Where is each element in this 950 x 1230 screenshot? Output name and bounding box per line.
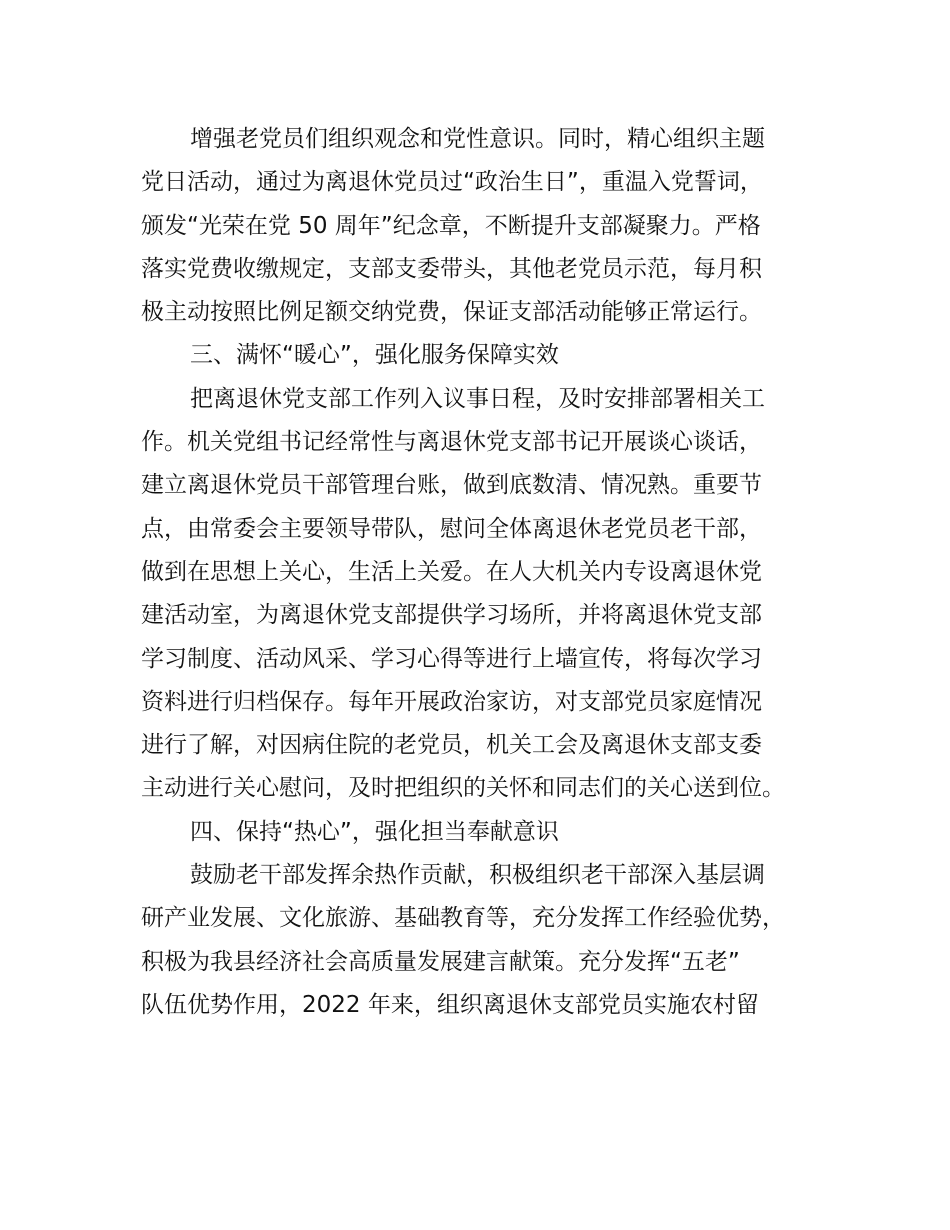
paragraph-line: 主动进行关心慰问，及时把组织的关怀和同志们的关心送到位。 bbox=[141, 775, 785, 802]
document-body bbox=[141, 118, 837, 1027]
paragraph-line: 极主动按照比例足额交纳党费，保证支部活动能够正常运行。 bbox=[141, 299, 762, 326]
paragraph-line: 积极为我县经济社会高质量发展建言献策。充分发挥“五老” bbox=[141, 948, 740, 975]
paragraph-line: 研产业发展、文化旅游、基础教育等，充分发挥工作经验优势， bbox=[141, 905, 785, 932]
paragraph-line: 进行了解，对因病住院的老党员，机关工会及离退休支部支委 bbox=[141, 732, 762, 759]
paragraph-line: 颁发“光荣在党 50 周年”纪念章，不断提升支部凝聚力。严格 bbox=[141, 212, 761, 239]
paragraph-line: 资料进行归档保存。每年开展政治家访，对支部党员家庭情况 bbox=[141, 688, 762, 715]
paragraph-line: 增强老党员们组织观念和党性意识。同时，精心组织主题 bbox=[190, 126, 765, 152]
paragraph-line: 作。机关党组书记经常性与离退休党支部书记开展谈心谈话， bbox=[141, 429, 762, 456]
paragraph-line: 点，由常委会主要领导带队，慰问全体离退休老党员老干部， bbox=[141, 515, 762, 542]
section-heading: 四、保持“热心”，强化担当奉献意识 bbox=[190, 818, 559, 845]
paragraph-line: 鼓励老干部发挥余热作贡献，积极组织老干部深入基层调 bbox=[190, 862, 765, 889]
paragraph-line: 建活动室，为离退休党支部提供学习场所，并将离退休党支部 bbox=[141, 602, 762, 629]
paragraph-line: 建立离退休党员干部管理台账，做到底数清、情况熟。重要节 bbox=[141, 472, 762, 499]
paragraph-line: 做到在思想上关心，生活上关爱。在人大机关内专设离退休党 bbox=[141, 558, 762, 585]
paragraph-line: 队伍优势作用，2022 年来，组织离退休支部党员实施农村留 bbox=[141, 991, 759, 1018]
paragraph-line: 把离退休党支部工作列入议事日程，及时安排部署相关工 bbox=[190, 385, 765, 412]
paragraph-line: 学习制度、活动风采、学习心得等进行上墙宣传，将每次学习 bbox=[141, 645, 762, 672]
section-heading: 三、满怀“暖心”，强化服务保障实效 bbox=[190, 342, 559, 369]
paragraph-line: 党日活动，通过为离退休党员过“政治生日”，重温入党誓词， bbox=[141, 169, 763, 196]
paragraph-line: 落实党费收缴规定，支部支委带头，其他老党员示范，每月积 bbox=[141, 255, 762, 282]
